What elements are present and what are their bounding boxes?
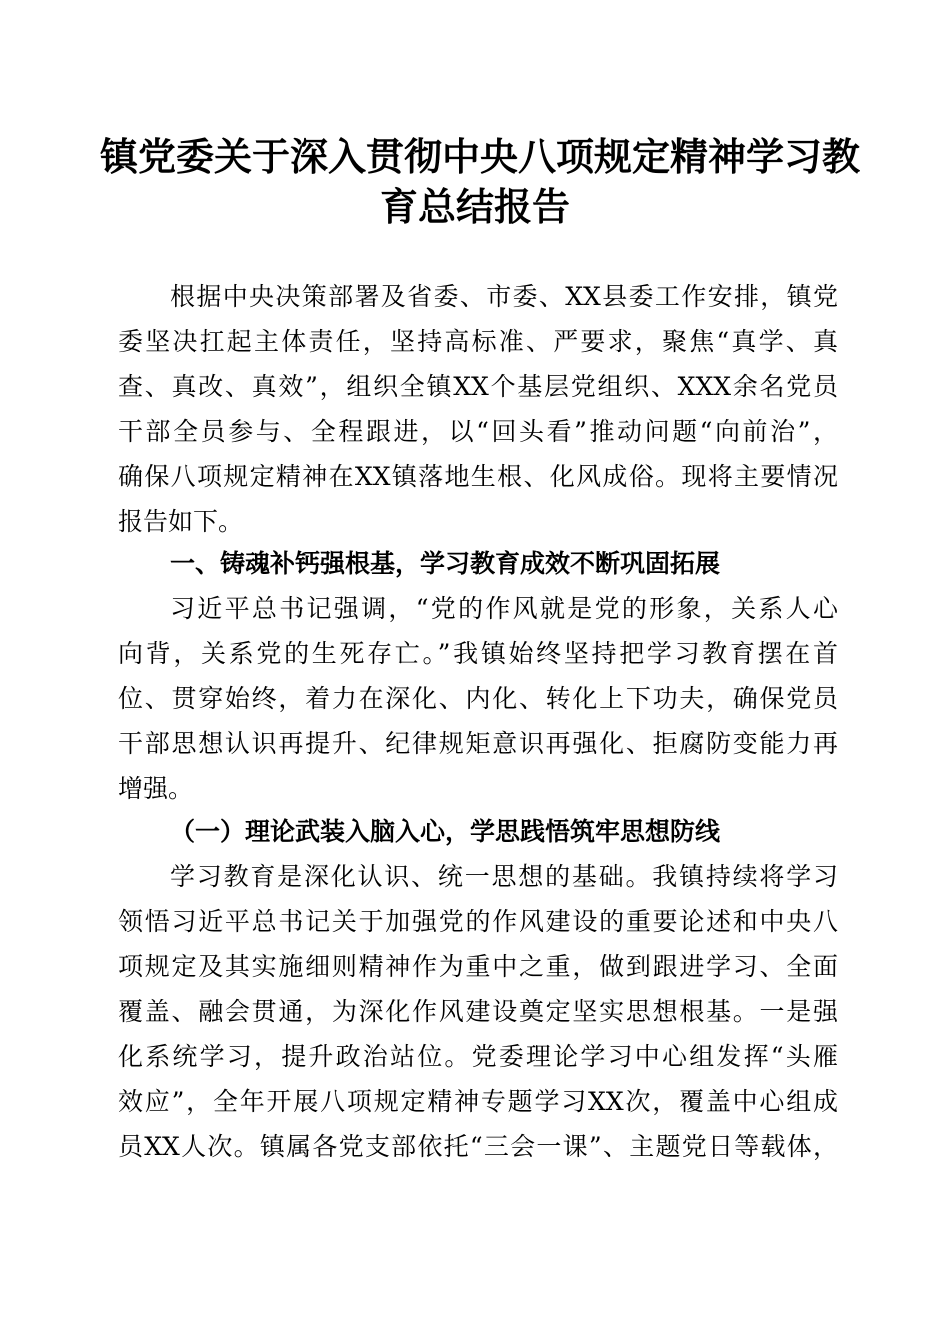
paragraph-line: 领悟习近平总书记关于加强党的作风建设的重要论述和中央八 [118, 907, 838, 936]
paragraph-line: 位、贯穿始终，着力在深化、内化、转化上下功夫，确保党员 [118, 684, 838, 713]
paragraph-line: 学习教育是深化认识、统一思想的基础。我镇持续将学习 [170, 862, 838, 891]
section-paragraph [118, 586, 838, 811]
section-heading: 一、铸魂补钙强根基，学习教育成效不断巩固拓展 [170, 549, 721, 578]
subsection-heading: （一）理论武装入脑入心，学思践悟筑牢思想防线 [170, 817, 721, 846]
paragraph-line: 化系统学习，提升政治站位。党委理论学习中心组发挥“头雁 [118, 1042, 838, 1071]
title-line: 育总结报告 [379, 184, 570, 229]
paragraph-line: 委坚决扛起主体责任，坚持高标准、严要求，聚焦“真学、真 [118, 327, 838, 356]
paragraph-line: 增强。 [118, 774, 194, 803]
subsection-paragraph [118, 854, 838, 1169]
intro-paragraph [118, 274, 838, 544]
paragraph-line: 习近平总书记强调，“党的作风就是党的形象，关系人心 [170, 594, 838, 623]
paragraph-line: 报告如下。 [118, 507, 244, 536]
paragraph-line: 效应”，全年开展八项规定精神专题学习XX次，覆盖中心组成 [118, 1087, 838, 1116]
document-title [100, 132, 861, 232]
paragraph-line: 员XX人次。镇属各党支部依托“三会一课”、主题党日等载体， [118, 1132, 838, 1161]
paragraph-line: 干部思想认识再提升、纪律规矩意识再强化、拒腐防变能力再 [118, 729, 838, 758]
paragraph-line: 查、真改、真效”，组织全镇XX个基层党组织、XXX余名党员 [118, 372, 838, 401]
paragraph-line: 确保八项规定精神在XX镇落地生根、化风成俗。现将主要情况 [118, 462, 838, 491]
paragraph-line: 向背，关系党的生死存亡。”我镇始终坚持把学习教育摆在首 [118, 639, 838, 668]
title-line: 镇党委关于深入贯彻中央八项规定精神学习教 [100, 134, 861, 179]
paragraph-line: 根据中央决策部署及省委、市委、XX县委工作安排，镇党 [170, 282, 838, 311]
paragraph-line: 干部全员参与、全程跟进，以“回头看”推动问题“向前治”， [118, 417, 838, 446]
paragraph-line: 覆盖、融会贯通，为深化作风建设奠定坚实思想根基。一是强 [118, 997, 838, 1026]
paragraph-line: 项规定及其实施细则精神作为重中之重，做到跟进学习、全面 [118, 952, 838, 981]
